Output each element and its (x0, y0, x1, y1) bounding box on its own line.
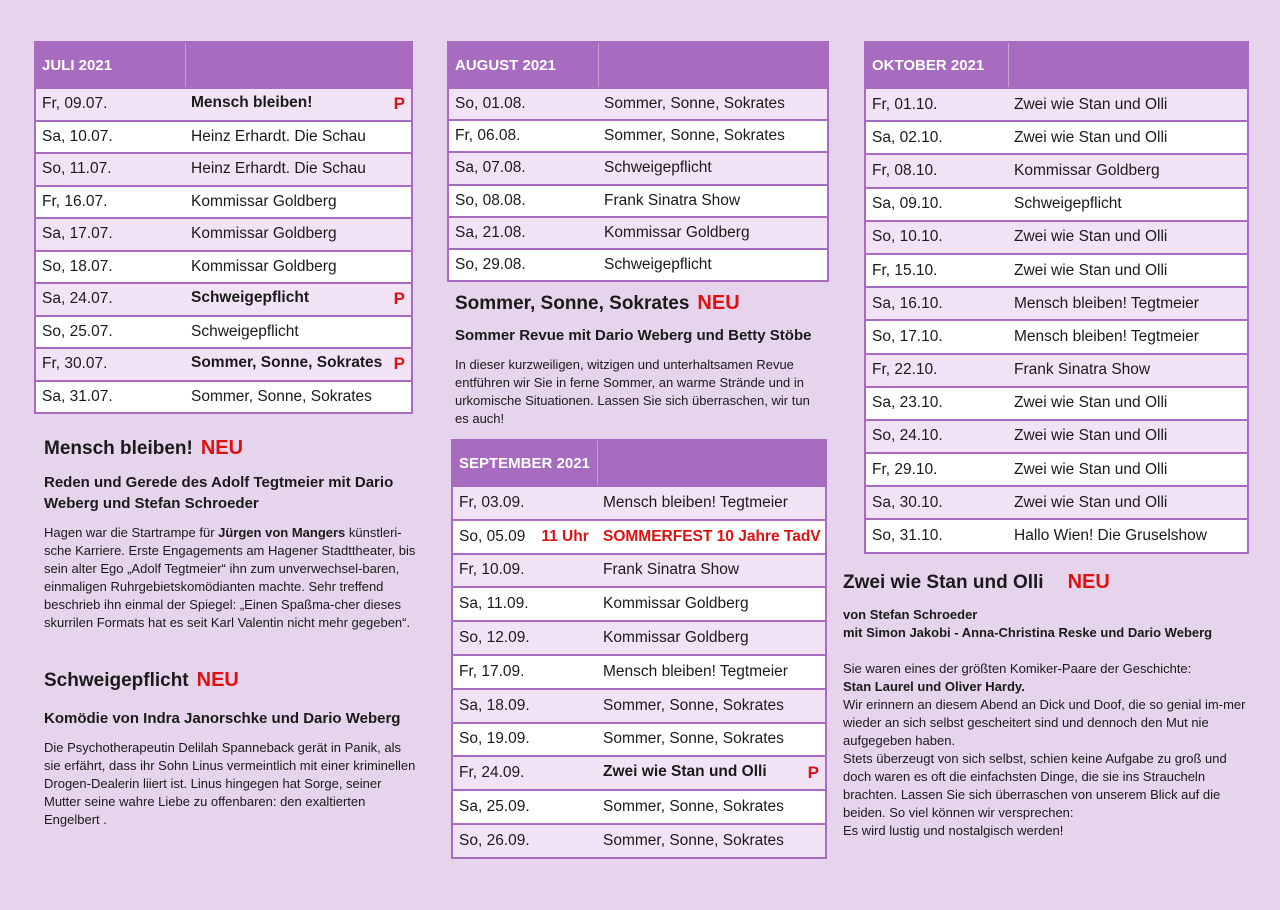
row-time: 11 Uhr (541, 527, 589, 545)
schedule-table-september (451, 439, 827, 859)
row-date: Fr, 10.09. (452, 554, 597, 588)
table-row (865, 486, 1248, 519)
schedule-table-august (447, 41, 829, 282)
table-row (35, 153, 412, 186)
row-event: Schweigepflicht (598, 152, 828, 184)
row-date: Fr, 06.08. (448, 120, 598, 152)
table-row (452, 587, 826, 621)
row-event: Sommer, Sonne, Sokrates (597, 790, 826, 824)
row-event: Sommer, Sonne, Sokrates (598, 120, 828, 152)
row-event: Sommer, Sonne, Sokrates (185, 381, 412, 414)
table-row (865, 88, 1248, 121)
row-event: Mensch bleiben! P (185, 88, 412, 121)
row-event: Zwei wie Stan und Olli (1008, 121, 1248, 154)
row-date: Fr, 24.09. (452, 756, 597, 790)
table-row (35, 88, 412, 121)
row-event: Sommer, Sonne, Sokrates P (185, 348, 412, 381)
row-event: Zwei wie Stan und Olli (1008, 221, 1248, 254)
row-date: Sa, 18.09. (452, 689, 597, 723)
row-date: Fr, 30.07. (35, 348, 185, 381)
table-row (452, 689, 826, 723)
table-row (865, 221, 1248, 254)
row-date: So, 24.10. (865, 420, 1008, 453)
row-event: Frank Sinatra Show (597, 554, 826, 588)
section-line: Es wird lustig und nostalgisch werden! (843, 823, 1064, 838)
row-event: Sommer, Sonne, Sokrates (597, 689, 826, 723)
table-row (452, 554, 826, 588)
month-header: SEPTEMBER 2021 (452, 440, 597, 486)
premiere-marker: P (393, 94, 405, 114)
table-row (865, 453, 1248, 486)
neu-badge: NEU (196, 669, 239, 691)
month-header: AUGUST 2021 (448, 42, 598, 88)
table-row (452, 520, 826, 554)
table-row (448, 217, 828, 249)
row-date: Sa, 16.10. (865, 287, 1008, 320)
row-event: Schweigepflicht P (185, 283, 412, 316)
section-line: Wir erinnern an diesem Abend an Dick und Doof, die so genial im-mer wieder an sich selbst gescheitert sind und dennoch den Mut nie aufgegeben haben. (843, 697, 1246, 748)
table-row (452, 790, 826, 824)
table-row (452, 486, 826, 520)
month-header: OKTOBER 2021 (865, 42, 1008, 88)
table-row (452, 655, 826, 689)
row-event: Heinz Erhardt. Die Schau (185, 153, 412, 186)
row-event: Schweigepflicht (598, 249, 828, 281)
row-event: Schweigepflicht (1008, 188, 1248, 221)
row-event: Frank Sinatra Show (1008, 354, 1248, 387)
table-row (452, 824, 826, 858)
row-date: Sa, 24.07. (35, 283, 185, 316)
table-row (865, 188, 1248, 221)
row-event: Zwei wie Stan und Olli (1008, 453, 1248, 486)
row-date: Fr, 01.10. (865, 88, 1008, 121)
row-event: Hallo Wien! Die Gruselshow (1008, 519, 1248, 552)
row-event: Kommissar Goldberg (1008, 154, 1248, 187)
section-title: Zwei wie Stan und Olli (843, 572, 1044, 593)
row-date: Fr, 09.07. (35, 88, 185, 121)
row-event: Sommer, Sonne, Sokrates (597, 723, 826, 757)
section-subtitle: Reden und Gerede des Adolf Tegtmeier mit Dario Weberg und Stefan Schroeder (44, 474, 394, 512)
row-date: Fr, 29.10. (865, 453, 1008, 486)
premiere-marker: P (393, 354, 405, 374)
row-event: Kommissar Goldberg (597, 587, 826, 621)
table-row (448, 249, 828, 281)
row-event: Mensch bleiben! Tegtmeier (1008, 320, 1248, 353)
row-date: So, 12.09. (452, 621, 597, 655)
neu-badge: NEU (1067, 571, 1110, 593)
table-row (448, 152, 828, 184)
row-event: Mensch bleiben! Tegtmeier (1008, 287, 1248, 320)
row-date: So, 25.07. (35, 316, 185, 349)
row-event: Zwei wie Stan und Olli (1008, 254, 1248, 287)
section-subtitle: Sommer Revue mit Dario Weberg und Betty Stöbe (455, 327, 812, 344)
table-row (35, 283, 412, 316)
row-date: Sa, 02.10. (865, 121, 1008, 154)
row-date: So, 18.07. (35, 251, 185, 284)
table-row (35, 381, 412, 414)
row-date: Sa, 31.07. (35, 381, 185, 414)
section-line: Stets überzeugt von sich selbst, schien keine Aufgabe zu groß und doch waren es oft die einfachsten Dinge, die sie ins Straucheln brachten. Lassen Sie sich überraschen von unserem Blick auf die beiden. So viel können wir versprechen: (843, 751, 1227, 820)
row-date: Sa, 10.07. (35, 121, 185, 154)
table-row (35, 251, 412, 284)
row-event: Zwei wie Stan und Olli (1008, 88, 1248, 121)
table-row (865, 287, 1248, 320)
section-cast: mit Simon Jakobi - Anna-Christina Reske und Dario Weberg (843, 625, 1213, 640)
row-event: Kommissar Goldberg (185, 218, 412, 251)
september-schedule (451, 439, 827, 859)
row-date: Sa, 07.08. (448, 152, 598, 184)
table-row (865, 320, 1248, 353)
row-date: So, 29.08. (448, 249, 598, 281)
row-event: Kommissar Goldberg (597, 621, 826, 655)
table-row (452, 723, 826, 757)
table-row (865, 420, 1248, 453)
section-description: In dieser kurzweiligen, witzigen und unterhaltsamen Revue entführen wir Sie in ferne Sommer, an warme Strände und in urkomische Situationen. Lassen Sie sich überraschen, wir tun es auch! (455, 357, 810, 426)
section-title: Sommer, Sonne, Sokrates (455, 293, 690, 314)
section-author: von Stefan Schroeder (843, 607, 978, 622)
zwei-wie-stan-und-olli-section (843, 571, 1249, 840)
section-line: Sie waren eines der größten Komiker-Paare der Geschichte: (843, 661, 1192, 676)
row-date: Fr, 22.10. (865, 354, 1008, 387)
row-date: Sa, 11.09. (452, 587, 597, 621)
premiere-marker: P (393, 289, 405, 309)
section-subtitle: Komödie von Indra Janorschke und Dario Weberg (44, 710, 401, 727)
row-date: So, 31.10. (865, 519, 1008, 552)
row-event: Zwei wie Stan und Olli (1008, 486, 1248, 519)
row-event: SOMMERFEST 10 Jahre TadV (597, 520, 826, 554)
row-event: Mensch bleiben! Tegtmeier (597, 655, 826, 689)
table-row (35, 186, 412, 219)
section-description: Die Psychotherapeutin Delilah Spanneback gerät in Panik, als sie erfährt, dass ihr Sohn Linus vermeintlich mit einer kriminellen Drogen-Dealerin liiert ist. Linus hingegen hat Sorge, seiner Mutter seine wahre Liebe zu offenbaren: den exaltierten Engelbert . (44, 740, 416, 827)
row-date: Sa, 23.10. (865, 387, 1008, 420)
table-row (865, 387, 1248, 420)
row-event: Sommer, Sonne, Sokrates (597, 824, 826, 858)
row-event: Mensch bleiben! Tegtmeier (597, 486, 826, 520)
row-event: Zwei wie Stan und Olli (1008, 420, 1248, 453)
table-row (865, 519, 1248, 552)
table-row (448, 120, 828, 152)
table-row (452, 621, 826, 655)
row-date: Fr, 08.10. (865, 154, 1008, 187)
neu-badge: NEU (697, 292, 740, 314)
premiere-marker: P (807, 763, 819, 783)
section-description: Hagen war die Startrampe für Jürgen von Mangers künstleri-sche Karriere. Erste Engagements am Hagener Stadttheater, bis sein alter Ego „Adolf Tegtmeier“ ihn zum unverwechsel-baren, einmaligen Ruhrgebietskomödianten machte. Sehr treffend beschrieb ihn einmal der Spiegel: „Einen Spaßma-cher dieses skurrilen Formats hat es seit Karl Valentin nicht mehr gegeben“. (44, 525, 416, 630)
row-date: Sa, 21.08. (448, 217, 598, 249)
table-row (865, 121, 1248, 154)
row-event: Kommissar Goldberg (185, 186, 412, 219)
table-row (452, 756, 826, 790)
oktober-schedule (864, 41, 1249, 554)
row-event: Frank Sinatra Show (598, 185, 828, 217)
month-header: JULI 2021 (35, 42, 185, 88)
row-date: So, 01.08. (448, 88, 598, 120)
row-date: Fr, 03.09. (452, 486, 597, 520)
row-date: So, 11.07. (35, 153, 185, 186)
row-event: Zwei wie Stan und Olli P (597, 756, 826, 790)
table-row (35, 121, 412, 154)
row-event: Schweigepflicht (185, 316, 412, 349)
mensch-bleiben-section (44, 437, 416, 632)
section-line: Stan Laurel und Oliver Hardy. (843, 679, 1025, 694)
row-date: Sa, 17.07. (35, 218, 185, 251)
table-row (865, 154, 1248, 187)
table-row (448, 185, 828, 217)
juli-schedule (34, 41, 413, 414)
row-date: So, 08.08. (448, 185, 598, 217)
row-event: Kommissar Goldberg (185, 251, 412, 284)
row-event: Heinz Erhardt. Die Schau (185, 121, 412, 154)
row-event: Zwei wie Stan und Olli (1008, 387, 1248, 420)
row-date: So, 17.10. (865, 320, 1008, 353)
row-event: Sommer, Sonne, Sokrates (598, 88, 828, 120)
table-row (35, 348, 412, 381)
row-date: So, 05.09 11 Uhr (452, 520, 597, 554)
row-event: Kommissar Goldberg (598, 217, 828, 249)
section-title: Schweigepflicht (44, 670, 189, 691)
row-date: Sa, 25.09. (452, 790, 597, 824)
row-date: So, 26.09. (452, 824, 597, 858)
row-date: Sa, 30.10. (865, 486, 1008, 519)
row-date: Fr, 16.07. (35, 186, 185, 219)
schedule-table-juli (34, 41, 413, 414)
row-date: Sa, 09.10. (865, 188, 1008, 221)
section-title: Mensch bleiben! (44, 438, 193, 459)
table-row (448, 88, 828, 120)
table-row (865, 354, 1248, 387)
row-date: Fr, 17.09. (452, 655, 597, 689)
neu-badge: NEU (200, 437, 244, 459)
schedule-table-oktober (864, 41, 1249, 554)
table-row (865, 254, 1248, 287)
schweigepflicht-section (44, 669, 416, 829)
sommer-sonne-sokrates-section (455, 292, 823, 428)
august-schedule (447, 41, 829, 282)
row-date: So, 10.10. (865, 221, 1008, 254)
table-row (35, 316, 412, 349)
table-row (35, 218, 412, 251)
row-date: Fr, 15.10. (865, 254, 1008, 287)
row-date: So, 19.09. (452, 723, 597, 757)
